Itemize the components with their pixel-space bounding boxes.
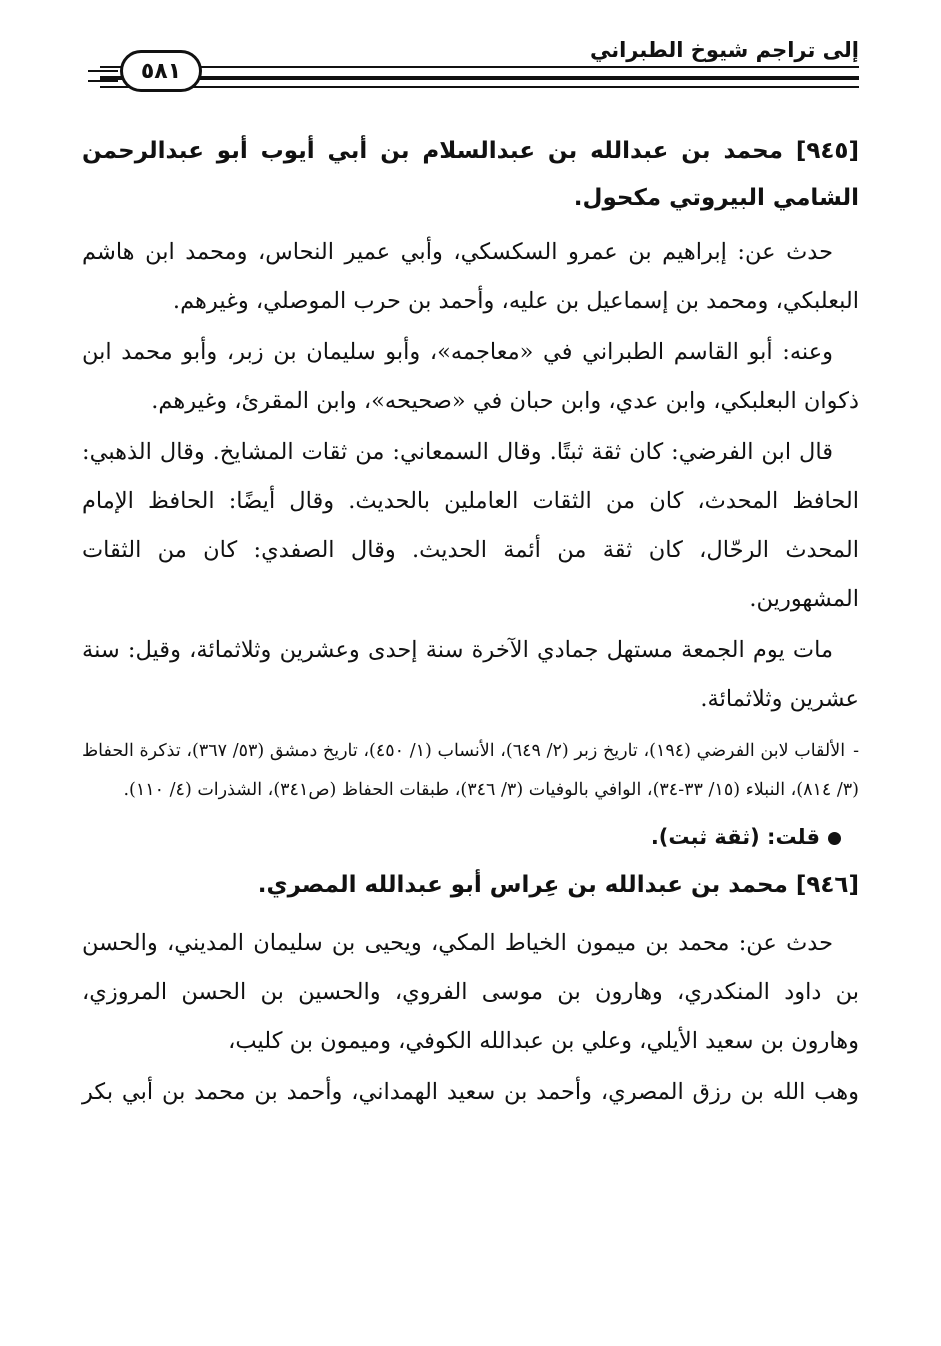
header-rule [100, 86, 859, 88]
header-rule-thick [100, 76, 859, 80]
verdict-line [82, 814, 859, 860]
bullet-icon [828, 832, 841, 845]
continued-line: وهب الله بن رزق المصري، وأحمد بن سعيد الهمداني، وأحمد بن محمد بن أبي بكر [82, 1079, 859, 1105]
narrated-by-paragraph: وعنه: أبو القاسم الطبراني في «معاجمه»، وأبو سليمان بن زبر، وأبو محمد ابن ذكوان البعلبكي، وابن عدي، وابن حبان في «صحيحه»، وابن المقرئ، وغيرهم. [82, 339, 859, 414]
entry-heading-946: [٩٤٦] محمد بن عبدالله بن عِراس أبو عبدالله المصري. [257, 872, 859, 898]
running-header-title: إلى تراجم شيوخ الطبراني [589, 38, 859, 62]
entry-heading-945: [٩٤٥] محمد بن عبدالله بن عبدالسلام بن أبي أيوب أبو عبدالرحمن الشامي البيروتي مكحول. [82, 138, 859, 211]
header-rule-left [88, 80, 118, 82]
narrated-from-paragraph: حدث عن: إبراهيم بن عمرو السكسكي، وأبي عمير النحاس، ومحمد ابن هاشم البعلبكي، ومحمد بن إسماعيل بن عليه، وأحمد بن حرب الموصلي، وغيرهم. [82, 239, 859, 314]
page-number-badge: ٥٨١ [120, 50, 202, 92]
sources-footnote [82, 732, 859, 810]
sources-text: الألقاب لابن الفرضي (١٩٤)، تاريخ زبر (٢/ ٦٤٩)، الأنساب (١/ ٤٥٠)، تاريخ دمشق (٥٣/ ٣٦٧)، تذكرة الحفاظ (٣/ ٨١٤)، النبلاء (١٥/ ٣٣-٣٤)، الوافي بالوفيات (٣/ ٣٤٦)، طبقات الحفاظ (ص٣٤١)، الشذرات (٤/ ١١٠). [82, 741, 859, 800]
sources-dash: - [853, 741, 859, 761]
narrated-from-paragraph: حدث عن: محمد بن ميمون الخياط المكي، ويحيى بن سليمان المديني، والحسن بن داود المنكدري، وهارون بن موسى الفروي، والحسين بن الحسن المروزي، وهارون بن سعيد الأيلي، وعلي بن عبدالله الكوفي، وميمون بن كليب، [82, 930, 860, 1054]
page-body [82, 128, 859, 1117]
header-rule-left [88, 70, 118, 72]
header-rule [100, 66, 859, 68]
verdict-text: قلت: (ثقة ثبت). [650, 825, 820, 849]
death-paragraph: مات يوم الجمعة مستهل جمادي الآخرة سنة إحدى وعشرين وثلاثمائة، وقيل: سنة عشرين وثلاثمائة. [82, 637, 859, 712]
assessment-paragraph: قال ابن الفرضي: كان ثقة ثبتًا. وقال السمعاني: من ثقات المشايخ. وقال الذهبي: الحافظ المحدث، كان من الثقات العاملين بالحديث. وقال أيضًا: الحافظ الإمام المحدث الرحّال، كان ثقة من أئمة الحديث. وقال الصفدي: كان من الثقات المشهورين. [82, 439, 859, 612]
